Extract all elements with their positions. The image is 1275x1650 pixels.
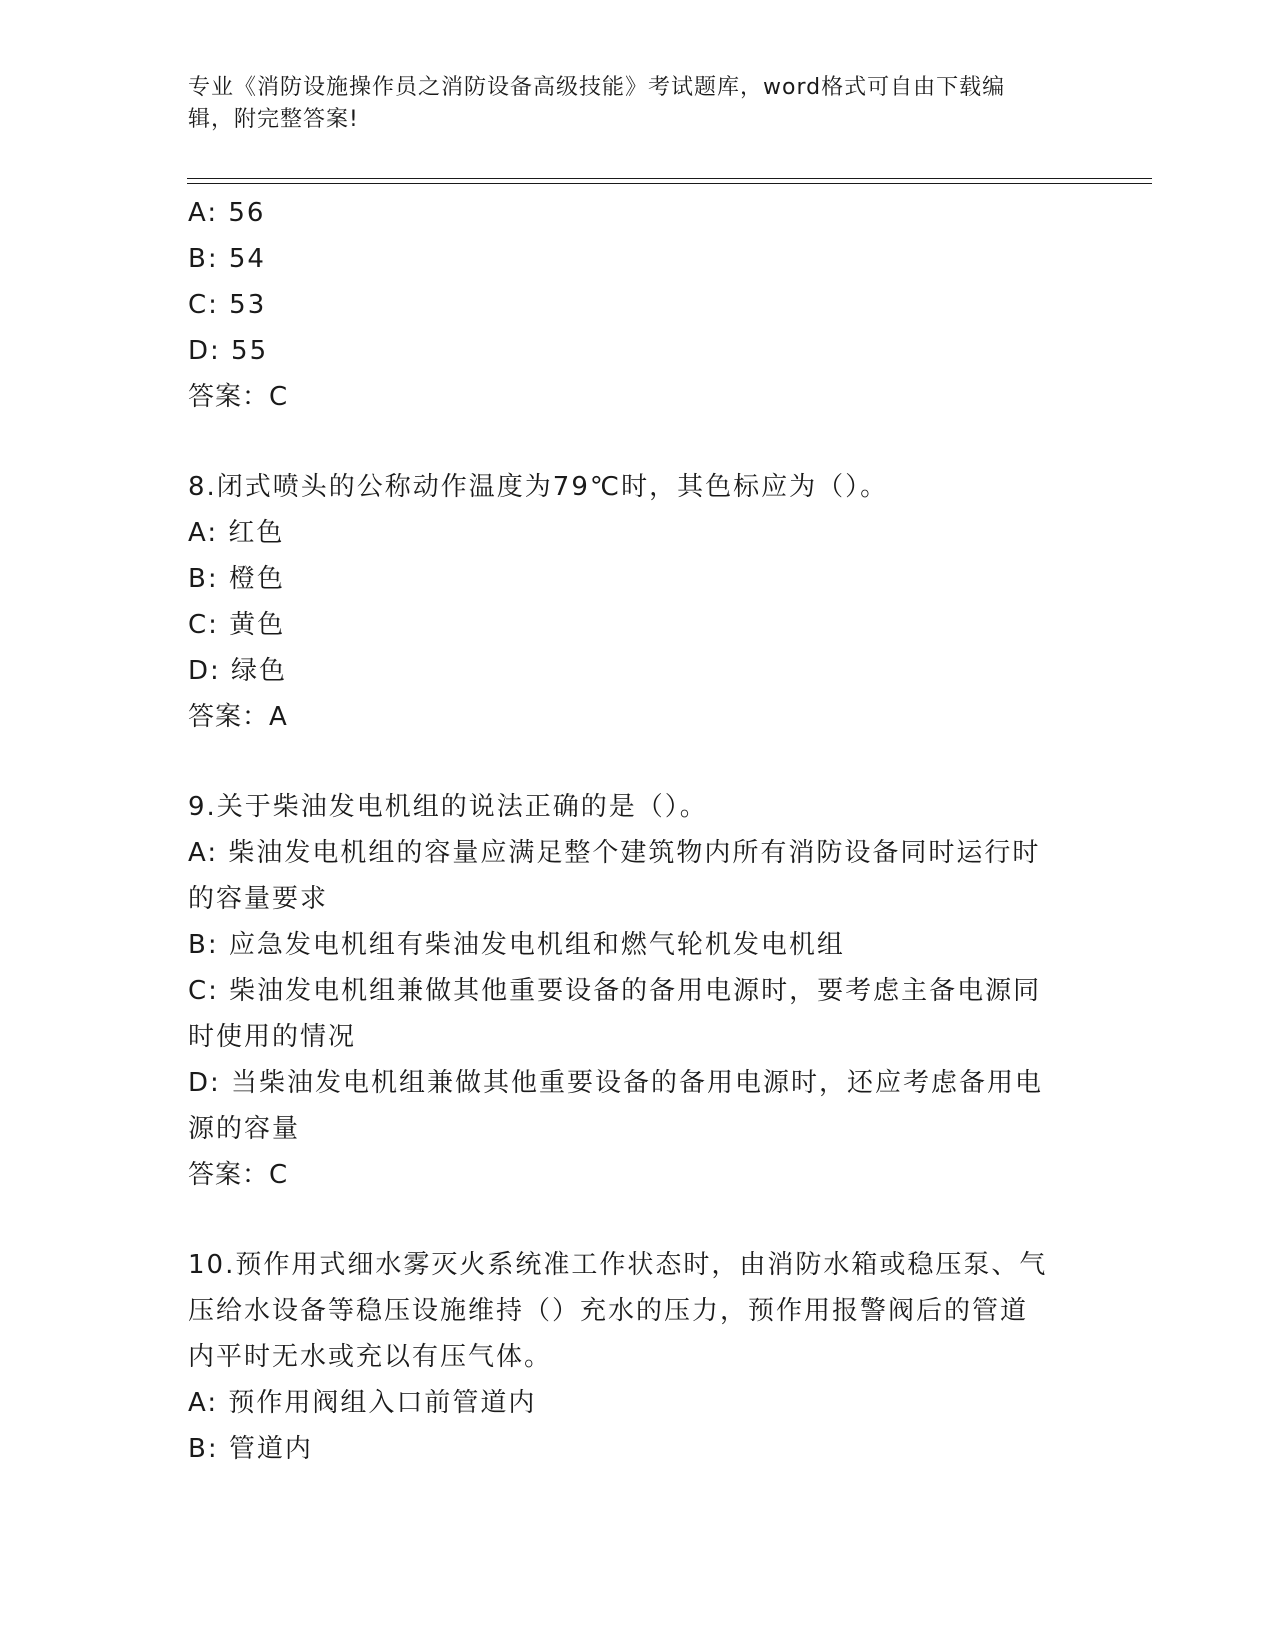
option-d: D: 55 [188, 336, 269, 366]
question-text-line-3: 内平时无水或充以有压气体。 [188, 1342, 553, 1372]
option-a: A: 56 [188, 198, 266, 228]
question-7 [188, 190, 1078, 420]
answer: 答案：C [188, 1160, 289, 1190]
question-10 [188, 1242, 1078, 1472]
question-text-line-1: 10.预作用式细水雾灭火系统准工作状态时，由消防水箱或稳压泵、气 [188, 1250, 1048, 1280]
option-c: C: 黄色 [188, 610, 286, 640]
question-text: 8.闭式喷头的公称动作温度为79℃时，其色标应为（）。 [188, 472, 889, 502]
page-header [188, 72, 1068, 136]
header-line-2: 辑，附完整答案! [188, 107, 359, 132]
option-c-line-1: C: 柴油发电机组兼做其他重要设备的备用电源时，要考虑主备电源同 [188, 976, 1042, 1006]
answer: 答案：C [188, 382, 289, 412]
option-a: A: 预作用阀组入口前管道内 [188, 1388, 537, 1418]
option-d-line-2: 源的容量 [188, 1114, 301, 1144]
question-9 [188, 784, 1078, 1198]
question-8 [188, 464, 1078, 740]
option-b: B: 管道内 [188, 1434, 313, 1464]
header-divider-bottom [187, 183, 1152, 184]
option-b: B: 54 [188, 244, 266, 274]
header-divider-top [187, 178, 1152, 179]
answer: 答案：A [188, 702, 288, 732]
question-content [188, 190, 1078, 1472]
option-c-line-2: 时使用的情况 [188, 1022, 357, 1052]
header-line-1: 专业《消防设施操作员之消防设备高级技能》考试题库，word格式可自由下载编 [188, 75, 1006, 100]
question-text-line-2: 压给水设备等稳压设施维持（）充水的压力，预作用报警阀后的管道 [188, 1296, 1029, 1326]
option-c: C: 53 [188, 290, 267, 320]
option-b: B: 橙色 [188, 564, 285, 594]
option-a-line-1: A: 柴油发电机组的容量应满足整个建筑物内所有消防设备同时运行时 [188, 838, 1041, 868]
question-text: 9.关于柴油发电机组的说法正确的是（）。 [188, 792, 708, 822]
option-d-line-1: D: 当柴油发电机组兼做其他重要设备的备用电源时，还应考虑备用电 [188, 1068, 1044, 1098]
option-b: B: 应急发电机组有柴油发电机组和燃气轮机发电机组 [188, 930, 845, 960]
option-d: D: 绿色 [188, 656, 288, 686]
option-a-line-2: 的容量要求 [188, 884, 329, 914]
option-a: A: 红色 [188, 518, 285, 548]
